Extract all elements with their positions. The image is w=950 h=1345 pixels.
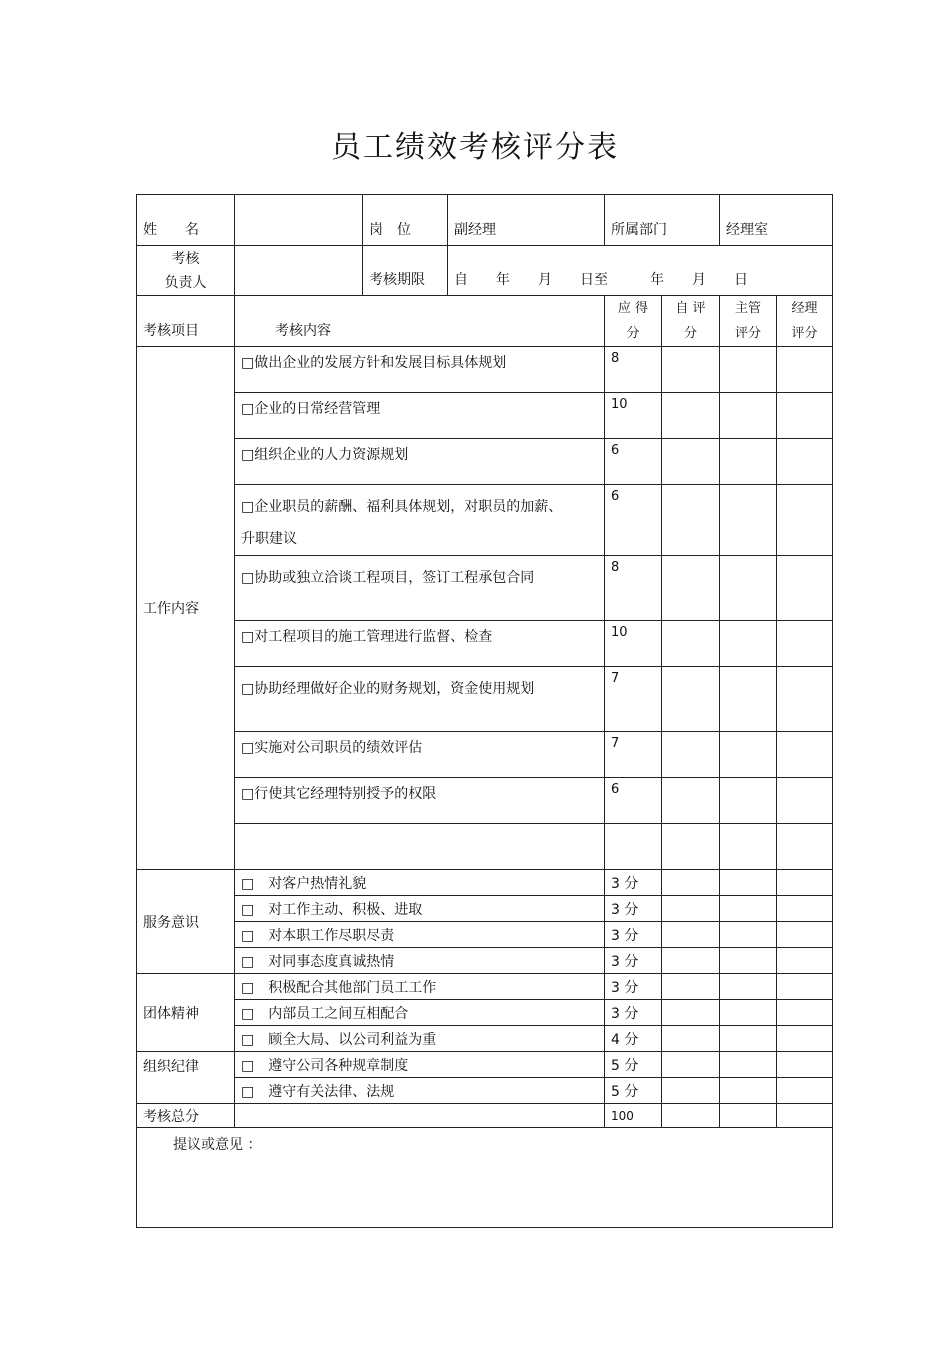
page-title: 员工绩效考核评分表 xyxy=(331,130,619,165)
supervisor-score-cell[interactable] xyxy=(720,778,777,824)
supervisor-score-cell[interactable] xyxy=(720,393,777,439)
work-item: □协助或独立洽谈工程项目，签订工程承包合同 xyxy=(235,556,605,621)
name-label: 姓 名 xyxy=(137,195,235,246)
manager-score-cell[interactable] xyxy=(777,1052,833,1078)
work-item: □企业的日常经营管理 xyxy=(235,393,605,439)
due-score: 7 xyxy=(605,732,662,778)
manager-score-cell[interactable] xyxy=(777,974,833,1000)
due-score: 10 xyxy=(605,393,662,439)
work-row xyxy=(137,439,833,485)
work-row-empty xyxy=(137,824,833,870)
due-score: 8 xyxy=(605,556,662,621)
self-score-cell[interactable] xyxy=(662,922,720,948)
manager-score-cell[interactable] xyxy=(777,621,833,667)
discipline-item: □ 遵守有关法律、法规 xyxy=(235,1078,605,1104)
due-score: 3 分 xyxy=(605,870,662,896)
self-score-cell[interactable] xyxy=(662,1026,720,1052)
self-score-cell[interactable] xyxy=(662,393,720,439)
section-service-label: 服务意识 xyxy=(137,870,235,974)
work-item: □协助经理做好企业的财务规划，资金使用规划 xyxy=(235,667,605,732)
self-score-cell[interactable] xyxy=(662,347,720,393)
work-row xyxy=(137,732,833,778)
supervisor-score-cell[interactable] xyxy=(720,1052,777,1078)
work-row xyxy=(137,621,833,667)
supervisor-score-cell[interactable] xyxy=(720,922,777,948)
name-field[interactable] xyxy=(235,195,363,246)
empty-item-cell[interactable] xyxy=(235,824,605,870)
self-total-cell[interactable] xyxy=(662,1104,720,1128)
discipline-row xyxy=(137,1052,833,1078)
dept-value[interactable]: 经理室 xyxy=(720,195,833,246)
due-score: 8 xyxy=(605,347,662,393)
team-row xyxy=(137,974,833,1000)
due-score-cell[interactable] xyxy=(605,824,662,870)
total-label: 考核总分 xyxy=(137,1104,235,1128)
work-row xyxy=(137,778,833,824)
self-score-cell[interactable] xyxy=(662,1078,720,1104)
due-score: 5 分 xyxy=(605,1078,662,1104)
manager-score-cell[interactable] xyxy=(777,778,833,824)
manager-score-cell[interactable] xyxy=(777,667,833,732)
manager-score-cell[interactable] xyxy=(777,824,833,870)
header-supervisor-score: 主管 评分 xyxy=(720,296,777,347)
header-manager-score: 经理 评分 xyxy=(777,296,833,347)
comments-row xyxy=(137,1128,833,1228)
due-score: 6 xyxy=(605,778,662,824)
header-item: 考核项目 xyxy=(137,296,235,347)
header-self-score: 自 评 分 xyxy=(662,296,720,347)
info-row-2 xyxy=(137,246,833,296)
header-content: 考核内容 xyxy=(235,296,605,347)
discipline-row xyxy=(137,1078,833,1104)
manager-score-cell[interactable] xyxy=(777,922,833,948)
work-row xyxy=(137,667,833,732)
discipline-item: □ 遵守公司各种规章制度 xyxy=(235,1052,605,1078)
manager-score-cell[interactable] xyxy=(777,870,833,896)
self-score-cell[interactable] xyxy=(662,556,720,621)
supervisor-score-cell[interactable] xyxy=(720,948,777,974)
reviewer-label: 考核 负责人 xyxy=(137,246,235,296)
due-score: 3 分 xyxy=(605,896,662,922)
period-label: 考核期限 xyxy=(363,246,448,296)
work-item: □组织企业的人力资源规划 xyxy=(235,439,605,485)
column-header-row xyxy=(137,296,833,347)
header-due-score: 应 得 分 xyxy=(605,296,662,347)
self-score-cell[interactable] xyxy=(662,1000,720,1026)
manager-score-cell[interactable] xyxy=(777,1026,833,1052)
supervisor-score-cell[interactable] xyxy=(720,732,777,778)
comments-field[interactable] xyxy=(137,1128,833,1228)
self-score-cell[interactable] xyxy=(662,870,720,896)
work-item: □行使其它经理特别授予的权限 xyxy=(235,778,605,824)
comments-label: 提议或意见 ： xyxy=(173,1137,262,1153)
self-score-cell[interactable] xyxy=(662,974,720,1000)
team-row xyxy=(137,1000,833,1026)
supervisor-score-cell[interactable] xyxy=(720,824,777,870)
supervisor-score-cell[interactable] xyxy=(720,974,777,1000)
self-score-cell[interactable] xyxy=(662,1052,720,1078)
manager-score-cell[interactable] xyxy=(777,485,833,556)
manager-score-cell[interactable] xyxy=(777,1078,833,1104)
due-score: 3 分 xyxy=(605,922,662,948)
reviewer-field[interactable] xyxy=(235,246,363,296)
service-item: □ 对客户热情礼貌 xyxy=(235,870,605,896)
due-score: 3 分 xyxy=(605,1000,662,1026)
team-item: □ 积极配合其他部门员工工作 xyxy=(235,974,605,1000)
due-score: 6 xyxy=(605,485,662,556)
due-score: 3 分 xyxy=(605,974,662,1000)
period-field[interactable]: 自 年 月 日至 年 月 日 xyxy=(448,246,833,296)
service-row xyxy=(137,922,833,948)
supervisor-score-cell[interactable] xyxy=(720,556,777,621)
dept-label: 所属部门 xyxy=(605,195,720,246)
supervisor-score-cell[interactable] xyxy=(720,485,777,556)
manager-score-cell[interactable] xyxy=(777,948,833,974)
total-row xyxy=(137,1104,833,1128)
manager-score-cell[interactable] xyxy=(777,1000,833,1026)
team-row xyxy=(137,1026,833,1052)
supervisor-score-cell[interactable] xyxy=(720,1000,777,1026)
supervisor-score-cell[interactable] xyxy=(720,621,777,667)
manager-score-cell[interactable] xyxy=(777,732,833,778)
work-item: □对工程项目的施工管理进行监督、检查 xyxy=(235,621,605,667)
manager-score-cell[interactable] xyxy=(777,896,833,922)
team-item: □ 内部员工之间互相配合 xyxy=(235,1000,605,1026)
work-row xyxy=(137,485,833,556)
self-score-cell[interactable] xyxy=(662,439,720,485)
due-score: 5 分 xyxy=(605,1052,662,1078)
self-score-cell[interactable] xyxy=(662,667,720,732)
self-score-cell[interactable] xyxy=(662,778,720,824)
section-work-label: 工作内容 xyxy=(137,347,235,870)
evaluation-form xyxy=(136,194,833,1228)
due-score: 6 xyxy=(605,439,662,485)
self-score-cell[interactable] xyxy=(662,621,720,667)
service-item: □ 对同事态度真诚热情 xyxy=(235,948,605,974)
supervisor-score-cell[interactable] xyxy=(720,347,777,393)
supervisor-score-cell[interactable] xyxy=(720,1026,777,1052)
info-row-1 xyxy=(137,195,833,246)
work-item: □实施对公司职员的绩效评估 xyxy=(235,732,605,778)
due-score: 10 xyxy=(605,621,662,667)
self-score-cell[interactable] xyxy=(662,485,720,556)
self-score-cell[interactable] xyxy=(662,896,720,922)
supervisor-total-cell[interactable] xyxy=(720,1104,777,1128)
section-team-label: 团体精神 xyxy=(137,974,235,1052)
section-discipline-label: 组织纪律 xyxy=(137,1052,235,1104)
self-score-cell[interactable] xyxy=(662,824,720,870)
total-score: 100 xyxy=(605,1104,662,1128)
work-row xyxy=(137,347,833,393)
service-row xyxy=(137,896,833,922)
supervisor-score-cell[interactable] xyxy=(720,896,777,922)
due-score: 7 xyxy=(605,667,662,732)
post-value[interactable]: 副经理 xyxy=(448,195,605,246)
supervisor-score-cell[interactable] xyxy=(720,1078,777,1104)
service-row xyxy=(137,870,833,896)
service-item: □ 对工作主动、积极、进取 xyxy=(235,896,605,922)
self-score-cell[interactable] xyxy=(662,732,720,778)
service-row xyxy=(137,948,833,974)
work-row xyxy=(137,556,833,621)
due-score: 3 分 xyxy=(605,948,662,974)
manager-score-cell[interactable] xyxy=(777,393,833,439)
supervisor-score-cell[interactable] xyxy=(720,667,777,732)
work-row xyxy=(137,393,833,439)
work-item: □做出企业的发展方针和发展目标具体规划 xyxy=(235,347,605,393)
total-spacer xyxy=(235,1104,605,1128)
self-score-cell[interactable] xyxy=(662,948,720,974)
work-item: □企业职员的薪酬、福利具体规划，对职员的加薪、升职建议 xyxy=(235,485,605,556)
manager-score-cell[interactable] xyxy=(777,556,833,621)
manager-score-cell[interactable] xyxy=(777,347,833,393)
team-item: □ 顾全大局、以公司利益为重 xyxy=(235,1026,605,1052)
manager-total-cell[interactable] xyxy=(777,1104,833,1128)
service-item: □ 对本职工作尽职尽责 xyxy=(235,922,605,948)
supervisor-score-cell[interactable] xyxy=(720,439,777,485)
post-label: 岗 位 xyxy=(363,195,448,246)
manager-score-cell[interactable] xyxy=(777,439,833,485)
due-score: 4 分 xyxy=(605,1026,662,1052)
supervisor-score-cell[interactable] xyxy=(720,870,777,896)
